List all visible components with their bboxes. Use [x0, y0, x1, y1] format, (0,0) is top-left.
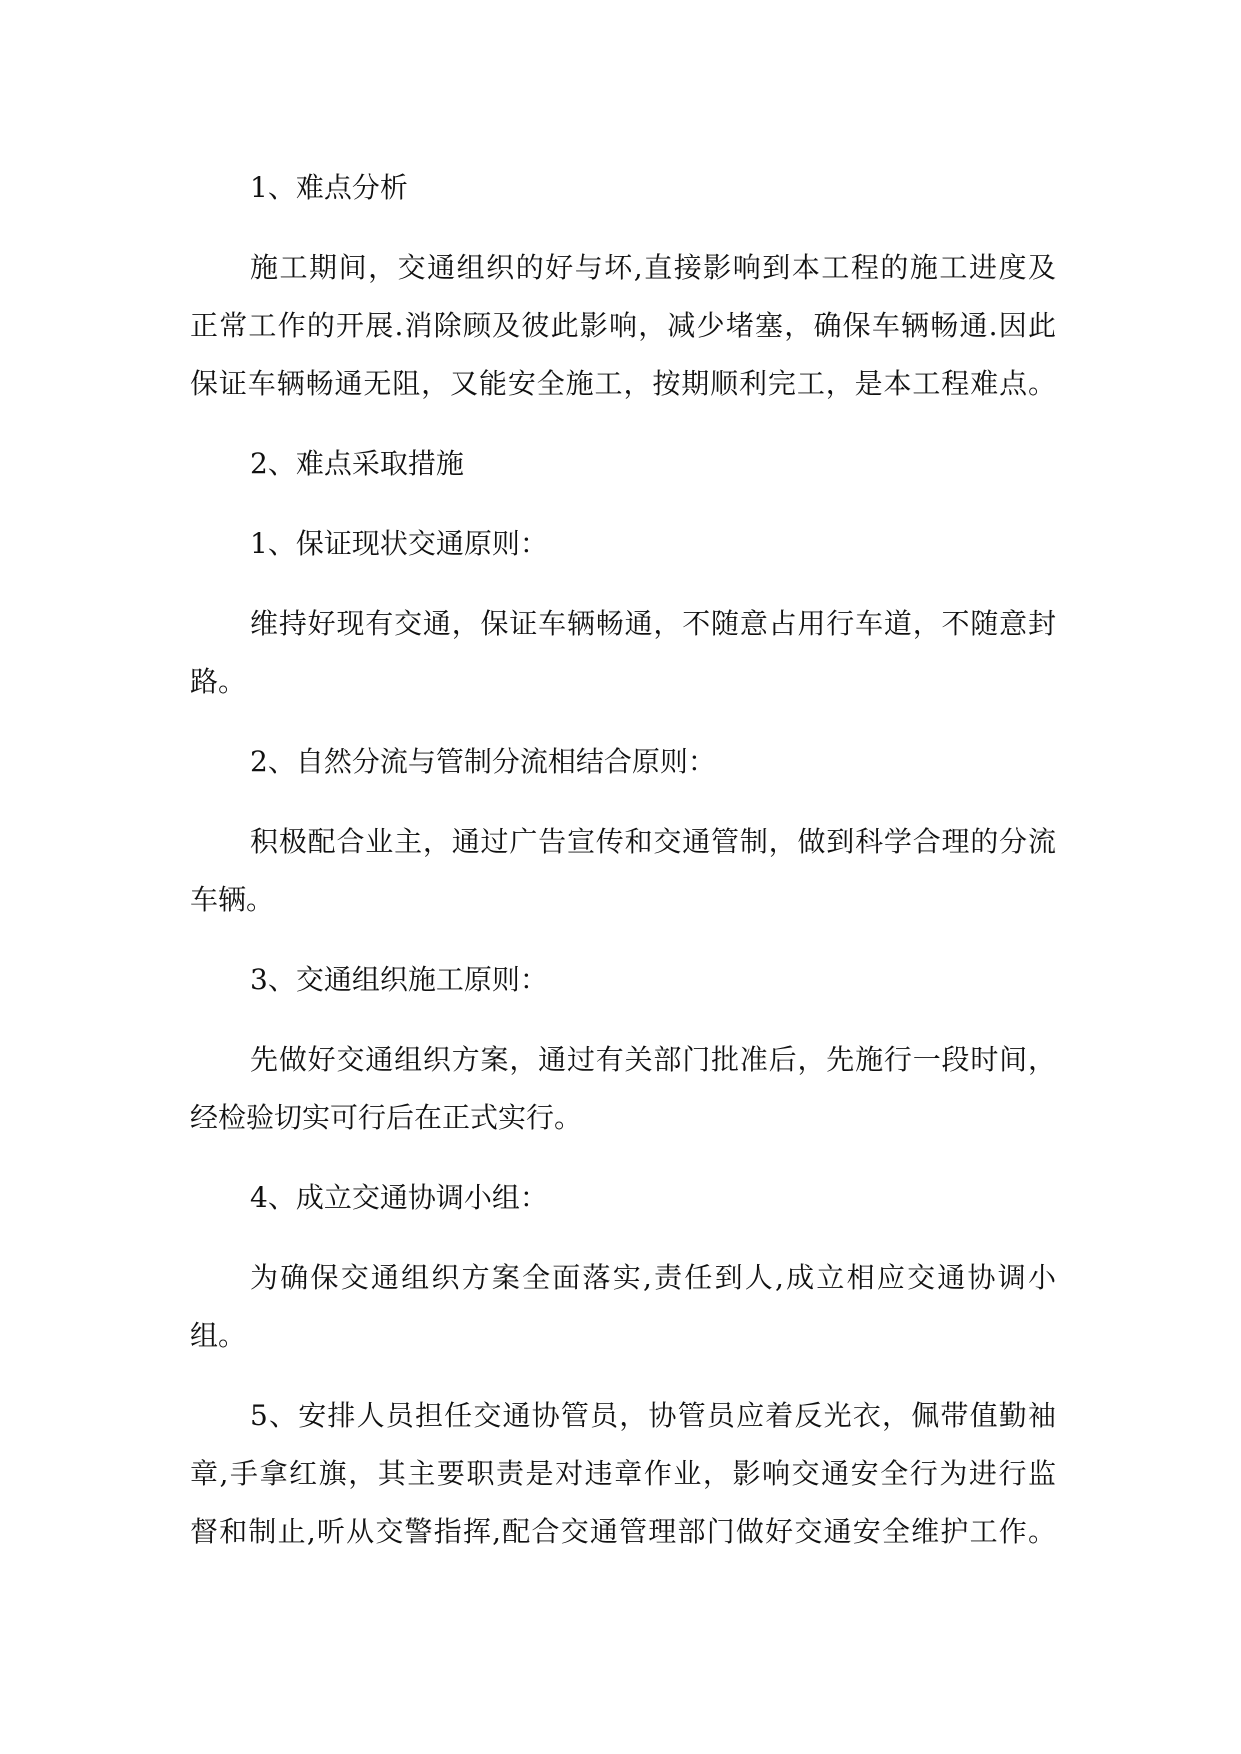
text-line: 组。: [190, 1319, 247, 1352]
text-line: 4、成立交通协调小组：: [250, 1181, 548, 1214]
paragraph-principle-4: [190, 1249, 1056, 1365]
text-line: 督和制止,听从交警指挥,配合交通管理部门做好交通安全维护工作。: [190, 1515, 1056, 1548]
paragraph-principle-2: [190, 813, 1056, 929]
text-line: 正常工作的开展.消除顾及彼此影响，减少堵塞，确保车辆畅通.因此: [190, 309, 1056, 342]
paragraph-principle-1: [190, 595, 1056, 711]
text-line: 5、安排人员担任交通协管员，协管员应着反光衣，佩带值勤袖: [250, 1399, 1056, 1432]
text-line: 为确保交通组织方案全面落实,责任到人,成立相应交通协调小: [250, 1261, 1056, 1294]
text-line: 经检验切实可行后在正式实行。: [190, 1101, 583, 1134]
text-line: 先做好交通组织方案，通过有关部门批准后，先施行一段时间，: [250, 1043, 1056, 1076]
paragraph-principle-5: [190, 1387, 1056, 1561]
text-line: 1、保证现状交通原则：: [250, 527, 548, 560]
text-line: 2、自然分流与管制分流相结合原则：: [250, 745, 716, 778]
subheading-principle-1: [190, 515, 1056, 573]
text-line: 施工期间，交通组织的好与坏,直接影响到本工程的施工进度及: [250, 251, 1056, 284]
subheading-principle-3: [190, 951, 1056, 1009]
heading-measures: [190, 435, 1056, 493]
text-line: 1、难点分析: [250, 171, 408, 204]
text-line: 3、交通组织施工原则：: [250, 963, 548, 996]
text-line: 路。: [190, 665, 247, 698]
paragraph-principle-3: [190, 1031, 1056, 1147]
text-line: 章,手拿红旗，其主要职责是对违章作业，影响交通安全行为进行监: [190, 1457, 1056, 1490]
heading-difficulty-analysis: [190, 159, 1056, 217]
subheading-principle-4: [190, 1169, 1056, 1227]
document-body: [190, 159, 1056, 1583]
text-line: 积极配合业主，通过广告宣传和交通管制，做到科学合理的分流: [250, 825, 1056, 858]
paragraph-construction-period: [190, 239, 1056, 413]
text-line: 维持好现有交通，保证车辆畅通，不随意占用行车道，不随意封: [250, 607, 1056, 640]
text-line: 保证车辆畅通无阻，又能安全施工，按期顺利完工，是本工程难点。: [190, 367, 1056, 400]
subheading-principle-2: [190, 733, 1056, 791]
text-line: 2、难点采取措施: [250, 447, 464, 480]
text-line: 车辆。: [190, 883, 275, 916]
